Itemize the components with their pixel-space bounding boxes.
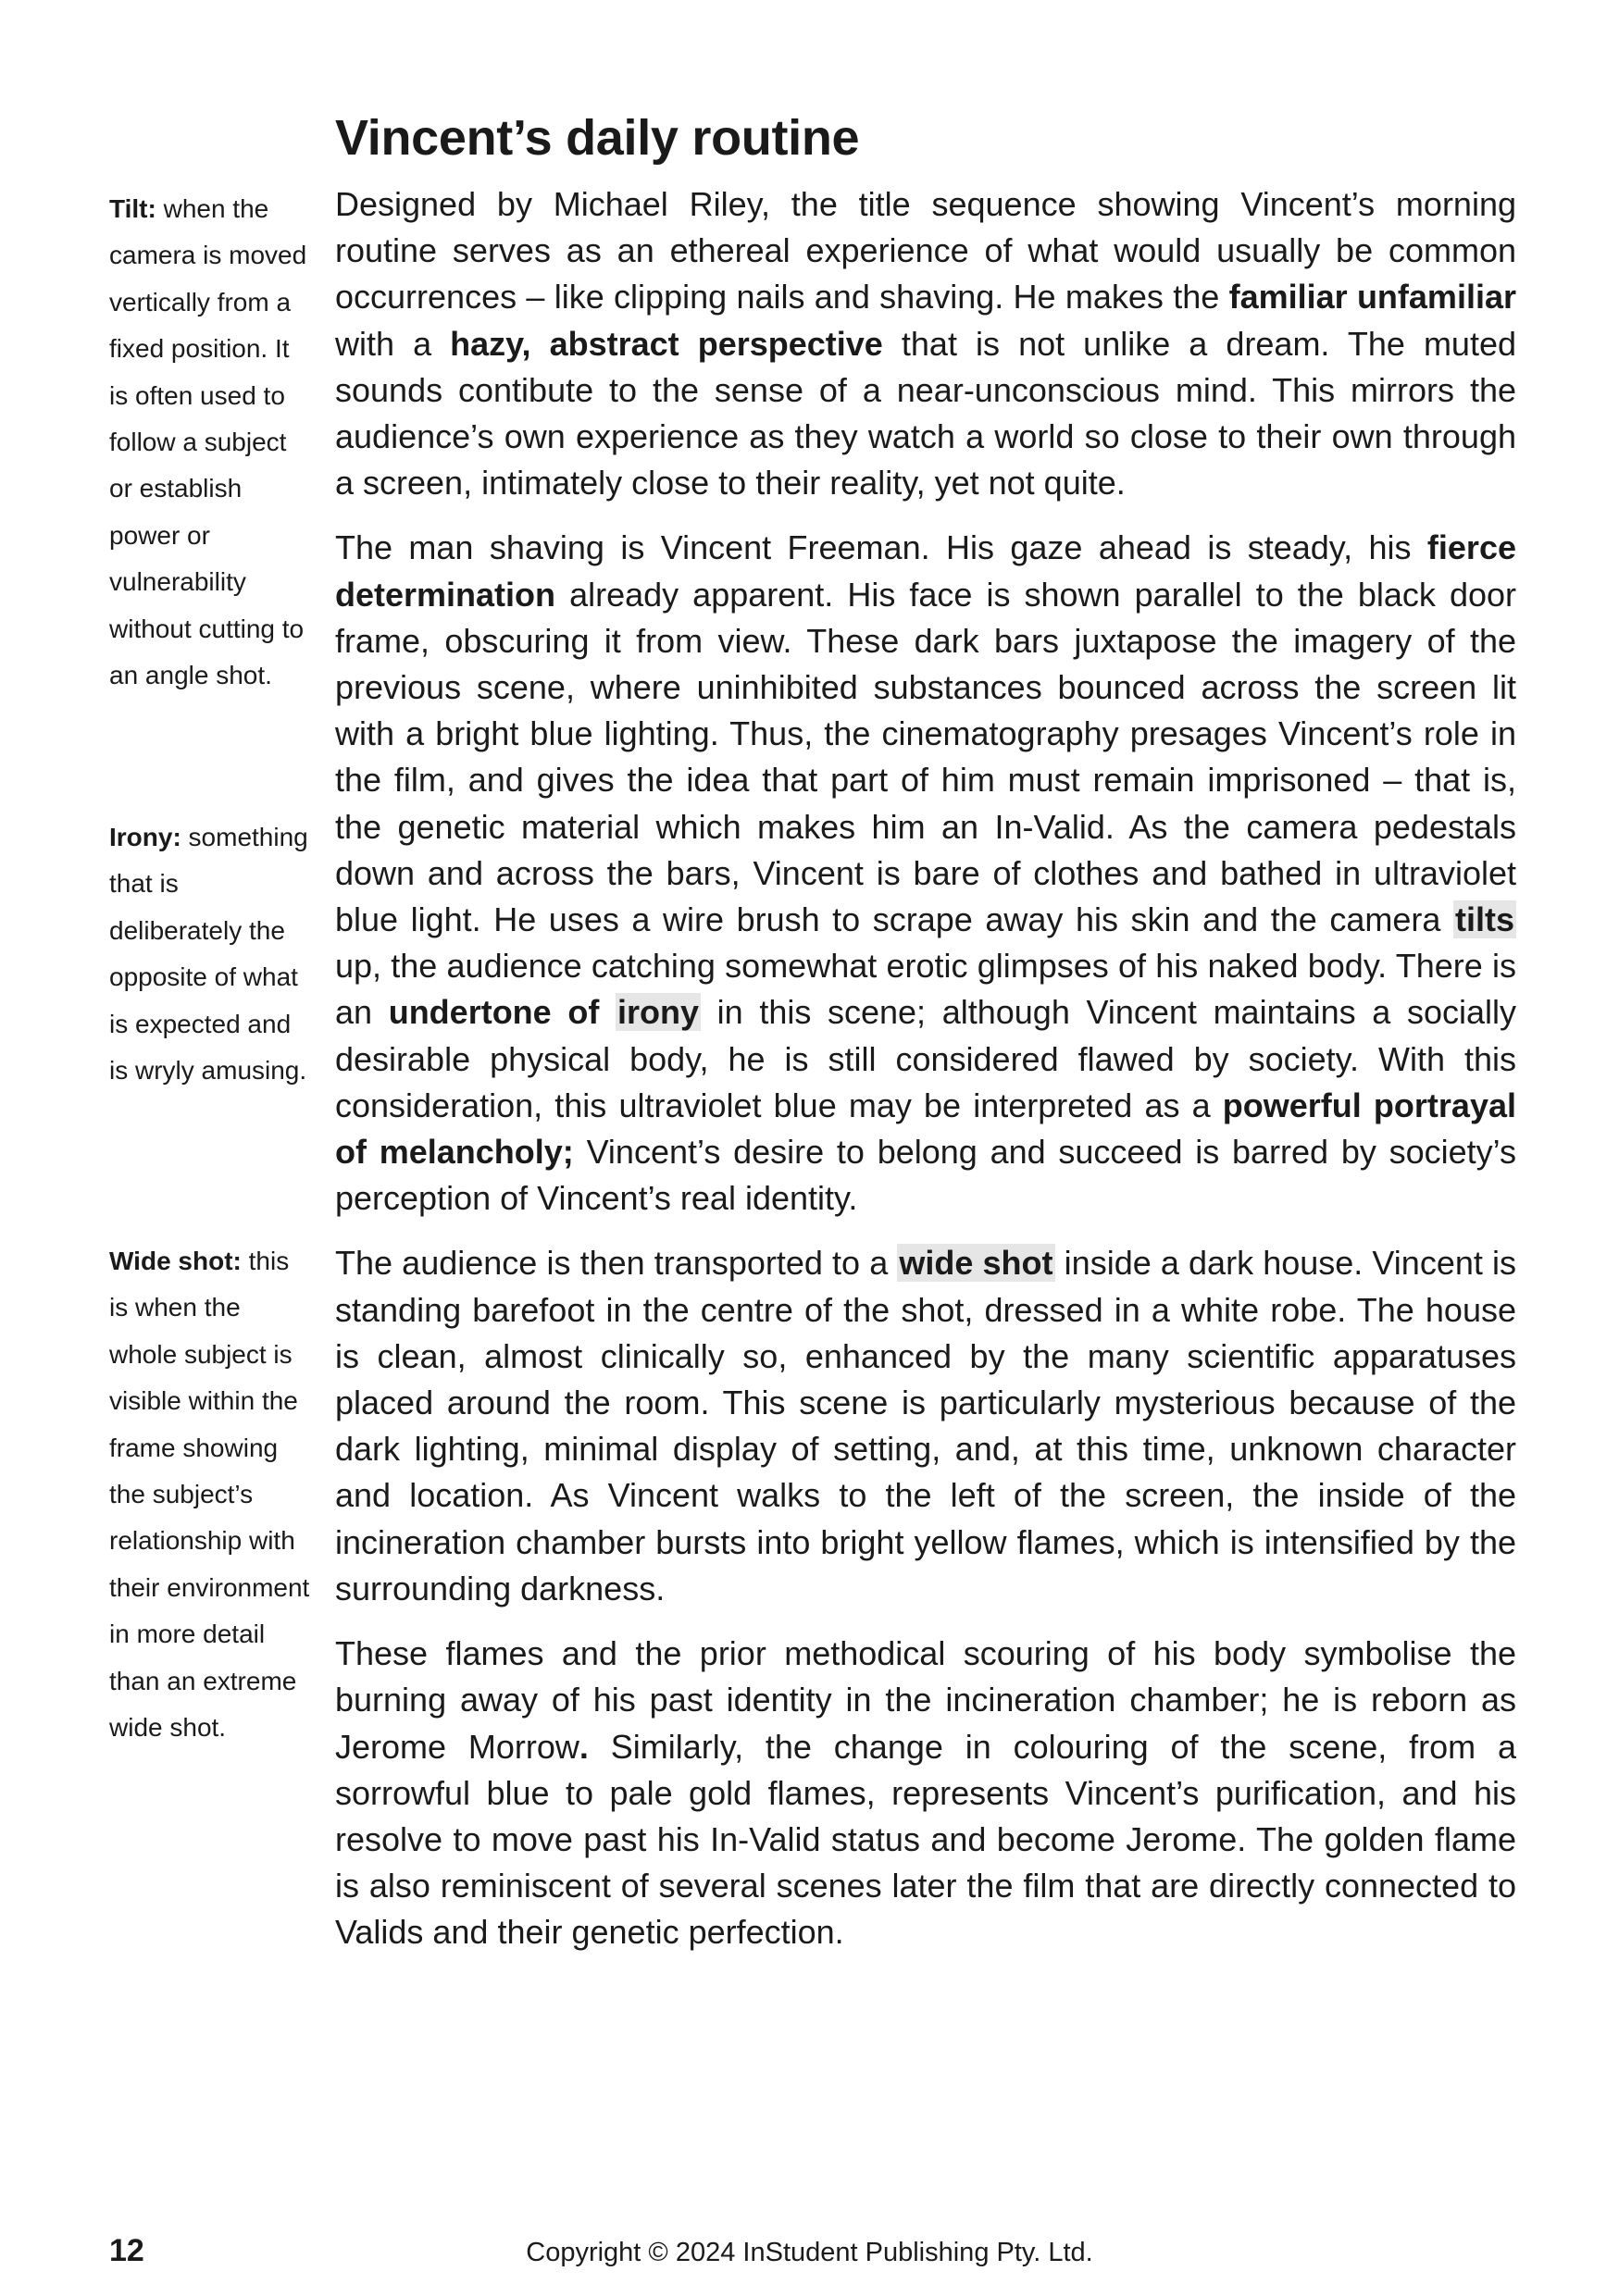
text-run: inside a dark house. Vincent is standing barefoot in the centre of the shot, dressed in a white robe. The house is clean, almost clinically so, enhanced by the many scientific apparatuses placed around the room. This scene is particularly mysterious because of the dark lighting, minimal display of setting, and, at this time, unknown character and location. As Vincent walks to the left of the screen, the inside of the incineration chamber bursts into bright yellow flames, which is intensified by the surrounding darkness. xyxy=(335,1244,1516,1607)
emphasis: powerful portrayal of melancholy; xyxy=(335,1086,1516,1172)
paragraph-1 xyxy=(335,181,1516,506)
glossary-term-highlight: irony xyxy=(616,993,699,1032)
text-run: Designed by Michael Riley, the title sequence showing Vincent’s morning routine serves as an ethereal experience of what would usually be common occurrences – like clipping nails and shaving. He makes the xyxy=(335,185,1516,316)
emphasis: hazy, abstract perspective xyxy=(450,324,883,363)
glossary-term-highlight: wide shot xyxy=(899,1244,1053,1283)
text-run: up, the audience catching somewhat erotic glimpses of his naked body. There is an xyxy=(335,947,1516,1032)
emphasis: undertone of xyxy=(388,993,616,1032)
emphasis: familiar unfamiliar xyxy=(1228,278,1516,316)
definition-wide-shot xyxy=(109,1238,315,1751)
sidebar-definitions-middle xyxy=(109,814,315,1114)
emphasis: . xyxy=(579,1727,589,1766)
definition-term: Irony: xyxy=(109,823,181,851)
emphasis: fierce determination xyxy=(335,528,1516,614)
paragraph-2 xyxy=(335,525,1516,1222)
text-run: already apparent. His face is shown parallel to the black door frame, obscuring it from view. These dark bars juxtapose the imagery of the previous scene, where uninhibited substances bounced across the screen lit with a bright blue lighting. Thus, the cinematography presages Vincent’s role in the film, and gives the idea that part of him must remain imprisoned – that is, the genetic material which makes him an In-Valid. As the camera pedestals down and across the bars, Vincent is bare of clothes and bathed in ultraviolet blue light. He uses a wire brush to scrape away his skin and the camera xyxy=(335,575,1516,939)
text-run: Vincent’s desire to belong and succeed is barred by society’s perception of Vincent’s real identity. xyxy=(335,1133,1516,1218)
definition-term: Wide shot: xyxy=(109,1247,242,1275)
text-run: that is not unlike a dream. The muted sounds contibute to the sense of a near-unconscious mind. This mirrors the audience’s own experience as they watch a world so close to their own through a screen, intimately close to their reality, yet not quite. xyxy=(335,324,1517,503)
main-body xyxy=(335,181,1516,1956)
definition-term: Tilt: xyxy=(109,194,156,223)
text-run: The audience is then transported to a xyxy=(335,1244,898,1283)
definition-text: this is when the whole subject is visible within the frame showing the subject’s relationship with their environment in more detail than an extreme wide shot. xyxy=(109,1247,310,1743)
page-number: 12 xyxy=(109,2233,144,2268)
definition-text: something that is deliberately the opposite of what is expected and is wryly amusing. xyxy=(109,823,308,1086)
definition-irony xyxy=(109,814,315,1094)
text-run: Similarly, the change in colouring of the scene, from a sorrowful blue to pale gold flames, represents Vincent’s purification, and his resolve to move past his In-Valid status and become Jerome. The golden flame is also reminiscent of several scenes later the film that are directly connected to Valids and their genetic perfection. xyxy=(335,1727,1516,1952)
page-title: Vincent’s daily routine xyxy=(335,110,860,166)
text-run: These flames and the prior methodical scouring of his body symbolise the burning away of his past identity in the incineration chamber; he is reborn as Jerome Morrow xyxy=(335,1634,1516,1766)
sidebar-definitions-top xyxy=(109,186,315,719)
glossary-term-highlight: tilts xyxy=(1454,900,1514,939)
definition-tilt xyxy=(109,186,315,699)
copyright-notice: Copyright © 2024 InStudent Publishing Pty. Ltd. xyxy=(526,2238,1093,2267)
text-run: in this scene; although Vincent maintains a socially desirable physical body, he is still considered flawed by society. With this consideration, this ultraviolet blue may be interpreted as a xyxy=(335,993,1517,1124)
text-run: The man shaving is Vincent Freeman. His gaze ahead is steady, his xyxy=(335,528,1427,567)
definition-text: when the camera is moved vertically from a fixed position. It is often used to follow a subject or establish power or vulnerability without cutting to an angle shot. xyxy=(109,194,307,690)
paragraph-4 xyxy=(335,1631,1516,1955)
paragraph-3 xyxy=(335,1240,1516,1612)
sidebar-definitions-bottom xyxy=(109,1238,315,1771)
text-run: with a xyxy=(335,324,451,363)
